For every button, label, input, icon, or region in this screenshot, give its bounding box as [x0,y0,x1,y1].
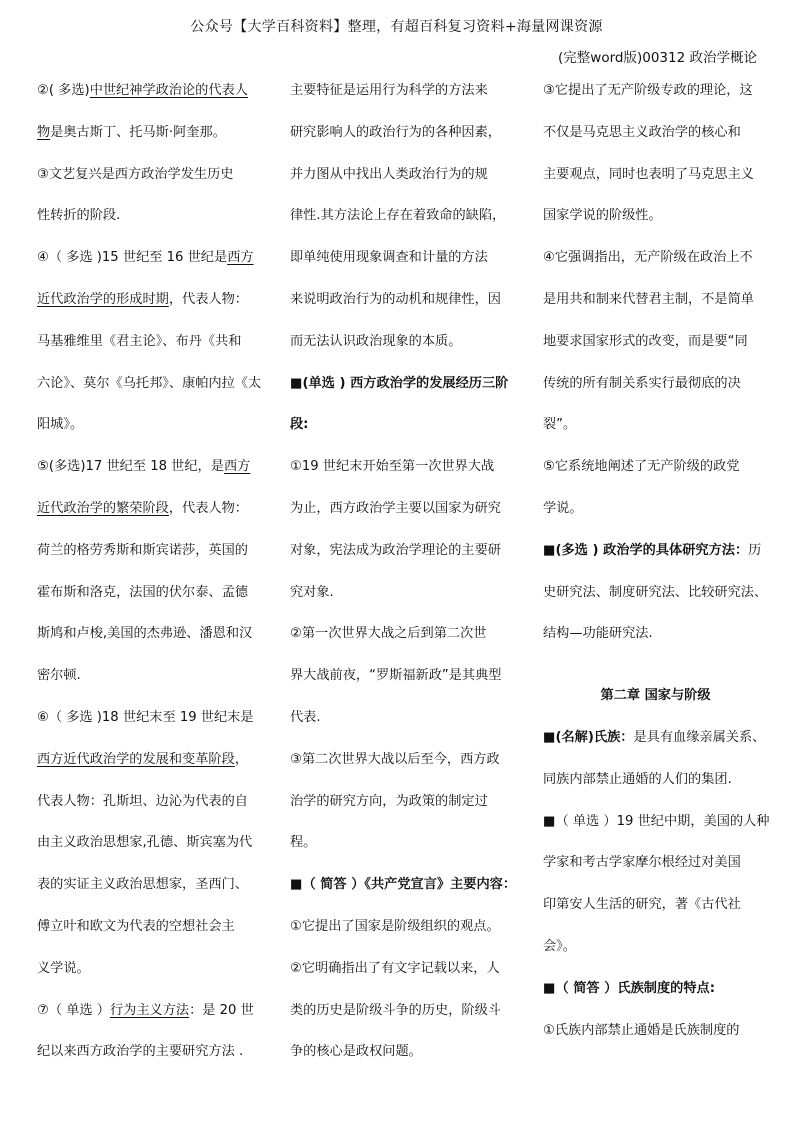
section-heading: 段: [290,417,309,433]
text-line: 史研究法、制度研究法、比较研究法、 [543,584,768,600]
column-2 [290,70,515,1073]
text-line: 印第安人生活的研究，著《古代社 [543,897,741,913]
text-line: 争的核心是政权问题。 [290,1044,422,1060]
text-line: 会》。 [543,938,576,954]
text-line: ①它提出了国家是阶级组织的观点。 [290,918,500,934]
text-line: 裂”。 [543,417,577,433]
text-line: 纪以来西方政治学的主要研究方法 . [37,1044,244,1060]
text-line: ■(名解)氏族：是具有血缘亲属关系、 [543,729,766,745]
text-line: ⑦（ 单选 ）行为主义方法：是 20 世 [37,1002,254,1018]
text-line: ⑥（ 多选 )18 世纪末至 19 世纪末是 [37,709,254,725]
section-heading: ■(单选 ) 西方政治学的发展经历三阶 [290,375,509,391]
column-3 [543,70,768,1051]
text-line: 阳城》。 [37,417,84,433]
document-title: (完整word版)00312 政治学概论 [558,50,757,66]
text-line: 代表. [290,709,321,725]
text-line: 对象，宪法成为政治学理论的主要研 [290,542,501,558]
text-line: 斯鸠和卢梭,美国的杰弗逊、潘恩和汉 [37,626,253,642]
section-heading: ■（ 简答 ）氏族制度的特点: [543,980,715,996]
text-line: 程。 [290,835,317,851]
text-line: ■（ 单选 ）19 世纪中期，美国的人种 [543,813,770,829]
text-line: 治学的研究方向，为政策的制定过 [290,793,488,809]
text-line: ①19 世纪末开始至第一次世界大战 [290,459,495,475]
text-line: 傅立叶和欧文为代表的空想社会主 [37,918,235,934]
text-line: 近代政治学的形成时期，代表人物： [37,291,248,307]
column-1 [37,70,262,1073]
text-line: 霍布斯和洛克，法国的伏尔泰、孟德 [37,584,248,600]
text-line: 主要特征是运用行为科学的方法来 [290,83,488,98]
section-heading: ■（ 简答 ）《共产党宣言》主要内容： [290,877,517,893]
text-line: 表的实证主义政治思想家，圣西门、 [37,877,248,893]
text-line: 密尔顿. [37,668,81,684]
text-line: 六论》、莫尔《乌托邦》、康帕内拉《太 [37,375,262,391]
text-line: ②第一次世界大战之后到第二次世 [290,626,487,642]
text-line: 物是奥古斯丁、托马斯·阿奎那。 [37,124,226,140]
text-line: 性转折的阶段. [37,208,121,224]
text-line: 是用共和制来代替君主制，不是简单 [543,291,754,307]
text-line: 国家学说的阶级性。 [543,208,662,224]
text-line: 地要求国家形式的改变，而是要“同 [543,333,748,349]
spacer [543,655,768,675]
text-line: 学说。 [543,500,583,516]
text-line: ②( 多选)中世纪神学政治论的代表人 [37,83,248,98]
text-line: ③第二次世界大战以后至今，西方政 [290,751,500,767]
text-line: 同族内部禁止通婚的人们的集团. [543,771,732,787]
text-line: 代表人物：孔斯坦、边沁为代表的自 [37,793,248,809]
text-line: 究对象. [290,584,334,600]
text-line: 结构—功能研究法. [543,626,653,642]
text-line: 荷兰的格劳秀斯和斯宾诺莎，英国的 [37,542,248,558]
chapter-heading: 第二章 国家与阶级 [600,688,711,704]
text-line: 类的历史是阶级斗争的历史，阶级斗 [290,1002,501,1018]
text-line: 即单纯使用现象调查和计量的方法 [290,250,488,266]
text-line: ③它提出了无产阶级专政的理论，这 [543,83,753,98]
text-line: 传统的所有制关系实行最彻底的决 [543,375,741,391]
text-line: ⑤(多选)17 世纪至 18 世纪，是西方 [37,459,251,475]
text-line: 义学说。 [37,960,90,976]
text-line: ⑤它系统地阐述了无产阶级的政党 [543,459,740,475]
text-line: ②它明确指出了有文字记载以来，人 [290,960,500,976]
text-line: 而无法认识政治现象的本质。 [290,333,462,349]
text-line: 研究影响人的政治行为的各种因素， [290,124,501,140]
text-line: ■(多选 ) 政治学的具体研究方法：历 [543,542,762,558]
text-line: 由主义政治思想家,孔德、斯宾塞为代 [37,835,253,851]
text-line: 为止，西方政治学主要以国家为研究 [290,500,501,516]
text-line: 马基雅维里《君主论》、布丹《共和 [37,333,242,349]
text-line: 界大战前夜，“罗斯福新政”是其典型 [290,668,502,684]
text-line: 近代政治学的繁荣阶段，代表人物： [37,500,248,516]
text-line: ④它强调指出，无产阶级在政治上不 [543,250,753,266]
page-banner: 公众号【大学百科资料】整理，有超百科复习资料+海量网课资源 [190,19,603,35]
text-line: 不仅是马克思主义政治学的核心和 [543,124,741,140]
text-line: 来说明政治行为的动机和规律性，因 [290,291,501,307]
text-line: ①氏族内部禁止通婚是氏族制度的 [543,1022,740,1038]
text-line: 学家和考古学家摩尔根经过对美国 [543,855,741,871]
text-line: ③文艺复兴是西方政治学发生历史 [37,166,234,182]
text-line: 主要观点，同时也表明了马克思主义 [543,166,754,182]
text-line: 律性.其方法论上存在着致命的缺陷， [290,208,506,224]
text-line: ④（ 多选 )15 世纪至 16 世纪是西方 [37,250,254,266]
text-line: 并力图从中找出人类政治行为的规 [290,166,488,182]
text-line: 西方近代政治学的发展和变革阶段， [37,751,248,767]
